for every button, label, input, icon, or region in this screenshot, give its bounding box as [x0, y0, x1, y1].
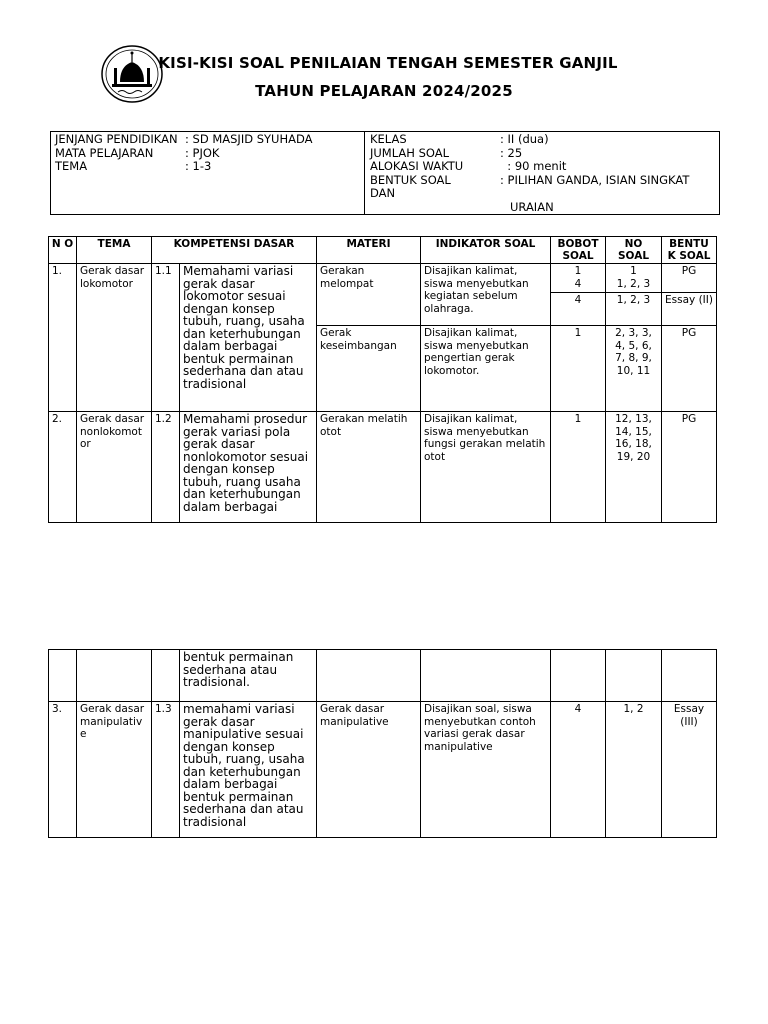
cell-nosoal: 12, 13, 14, 15, 16, 18, 19, 20 [606, 412, 662, 523]
info-row: BENTUK SOAL : PILIHAN GANDA, ISIAN SINGKAT [370, 172, 690, 187]
cell-bobot [551, 650, 606, 702]
cell-bentuk: PG [662, 326, 717, 412]
cell-materi: Gerak keseimbangan [317, 326, 421, 412]
header-no: N O [49, 237, 77, 264]
identity-left [55, 133, 313, 174]
cell-bentuk: PG Essay (II) [662, 264, 717, 326]
header-indikator: INDIKATOR SOAL [421, 237, 551, 264]
cell-kd-no: 1.1 [152, 264, 180, 412]
cell-materi: Gerak dasar manipulative [317, 702, 421, 838]
cell-no: 3. [49, 702, 77, 838]
table-row [49, 650, 717, 702]
cell-materi [317, 650, 421, 702]
header-materi: MATERI [317, 237, 421, 264]
info-row: DAN [370, 186, 396, 200]
cell-nosoal: 1 1, 2, 3 1, 2, 3 [606, 264, 662, 326]
cell-bobot: 1 [551, 326, 606, 412]
cell-kd-no [152, 650, 180, 702]
cell-kd-no: 1.2 [152, 412, 180, 523]
cell-indikator [421, 650, 551, 702]
cell-bobot: 1 4 4 [551, 264, 606, 326]
cell-bentuk [662, 650, 717, 702]
info-row: URAIAN [510, 199, 554, 214]
info-row: JENJANG PENDIDIKAN : SD MASJID SYUHADA [55, 132, 313, 146]
cell-indikator: Disajikan kalimat, siswa menyebutkan kegiatan sebelum olahraga. [421, 264, 551, 326]
identity-right [370, 133, 689, 214]
cell-bentuk: PG [662, 412, 717, 523]
header-bobot: BOBOT SOAL [551, 237, 606, 264]
table-row [49, 412, 717, 523]
cell-materi: Gerakan melatih otot [317, 412, 421, 523]
kisi-table-continued [48, 649, 717, 838]
cell-kd: bentuk permainan sederhana atau tradisional. [180, 650, 317, 702]
document-subtitle: TAHUN PELAJARAN 2024/2025 [255, 82, 513, 100]
info-row: MATA PELAJARAN : PJOK [55, 145, 220, 160]
info-row: ALOKASI WAKTU : 90 menit [370, 159, 567, 173]
cell-tema: Gerak dasar manipulativ e [77, 702, 152, 838]
cell-nosoal [606, 650, 662, 702]
table-header-row [49, 237, 717, 264]
cell-kd: Memahami prosedur gerak variasi pola gerak dasar nonlokomotor sesuai dengan konsep tubuh, ruang usaha dan keterhubungan dalam berbagai [180, 412, 317, 523]
info-row: TEMA : 1-3 [55, 159, 212, 173]
cell-materi: Gerakan melompat [317, 264, 421, 326]
cell-kd: memahami variasi gerak dasar manipulative sesuai dengan konsep tubuh, ruang, usaha dan keterhubungan dalam berbagai bentuk permainan sederhana dan atau tradisional [180, 702, 317, 838]
cell-no: 2. [49, 412, 77, 523]
cell-no: 1. [49, 264, 77, 412]
cell-bobot: 4 [551, 702, 606, 838]
cell-kd-no: 1.3 [152, 702, 180, 838]
info-row: JUMLAH SOAL : 25 [370, 145, 523, 160]
header-nosoal: NO SOAL [606, 237, 662, 264]
cell-indikator: Disajikan soal, siswa menyebutkan contoh variasi gerak dasar manipulative [421, 702, 551, 838]
header-tema: TEMA [77, 237, 152, 264]
identity-divider [364, 132, 365, 214]
cell-indikator: Disajikan kalimat, siswa menyebutkan fungsi gerakan melatih otot [421, 412, 551, 523]
cell-no [49, 650, 77, 702]
cell-indikator: Disajikan kalimat, siswa menyebutkan pengertian gerak lokomotor. [421, 326, 551, 412]
cell-nosoal: 1, 2 [606, 702, 662, 838]
cell-tema [77, 650, 152, 702]
table-row [49, 264, 717, 326]
cell-bobot: 1 [551, 412, 606, 523]
header-bentuk: BENTU K SOAL [662, 237, 717, 264]
document-title: KISI-KISI SOAL PENILAIAN TENGAH SEMESTER GANJIL [158, 54, 618, 72]
info-row: KELAS : II (dua) [370, 132, 549, 146]
identity-box [50, 131, 720, 215]
cell-nosoal: 2, 3, 3, 4, 5, 6, 7, 8, 9, 10, 11 [606, 326, 662, 412]
kisi-table [48, 236, 717, 523]
cell-tema: Gerak dasar lokomotor [77, 264, 152, 412]
table-row [49, 702, 717, 838]
cell-bentuk: Essay (III) [662, 702, 717, 838]
cell-tema: Gerak dasar nonlokomot or [77, 412, 152, 523]
cell-kd: Memahami variasi gerak dasar lokomotor sesuai dengan konsep tubuh, ruang, usaha dan keterhubungan dalam berbagai bentuk permainan sederhana dan atau tradisional [180, 264, 317, 412]
header-kd: KOMPETENSI DASAR [152, 237, 317, 264]
